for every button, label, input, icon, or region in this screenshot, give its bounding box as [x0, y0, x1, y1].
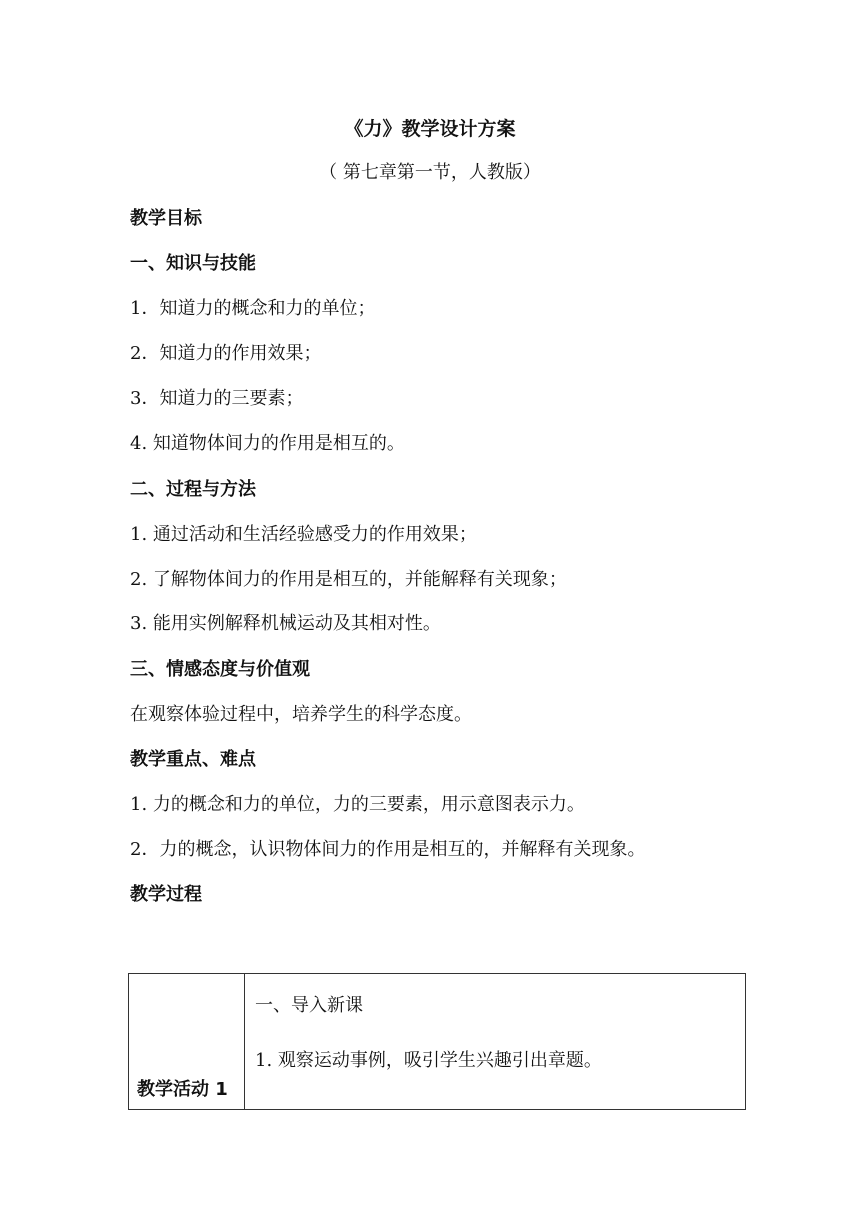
list-item: 2．力的概念，认识物体间力的作用是相互的，并解释有关现象。 [130, 839, 646, 860]
activity-label-cell [129, 974, 245, 1110]
paragraph: 在观察体验过程中，培养学生的科学态度。 [130, 704, 472, 725]
list-item: 2. 了解物体间力的作用是相互的，并能解释有关现象； [130, 569, 567, 590]
list-item: 2．知道力的作用效果； [130, 343, 322, 364]
subheading-process-method: 二、过程与方法 [130, 479, 256, 500]
activity-step: 1. 观察运动事例，吸引学生兴趣引出章题。 [255, 1050, 602, 1071]
teaching-activity-table [128, 973, 746, 1110]
list-item: 3. 能用实例解释机械运动及其相对性。 [130, 613, 441, 634]
list-item: 3．知道力的三要素； [130, 388, 304, 409]
list-item: 1. 通过活动和生活经验感受力的作用效果； [130, 524, 477, 545]
document-subtitle: （ 第七章第一节，人教版） [319, 162, 541, 183]
list-item: 1．知道力的概念和力的单位； [130, 298, 376, 319]
section-heading-objectives: 教学目标 [130, 208, 202, 229]
list-item: 1. 力的概念和力的单位，力的三要素，用示意图表示力。 [130, 794, 585, 815]
activity-content-cell [245, 974, 746, 1110]
activity-heading: 一、导入新课 [255, 995, 363, 1016]
subheading-attitude-values: 三、情感态度与价值观 [130, 659, 310, 680]
list-item: 4. 知道物体间力的作用是相互的。 [130, 433, 405, 454]
document-title: 《力》教学设计方案 [344, 118, 516, 140]
table-row [129, 974, 746, 1110]
section-heading-process: 教学过程 [130, 884, 202, 905]
section-heading-key-points: 教学重点、难点 [130, 749, 256, 770]
subheading-knowledge-skills: 一、知识与技能 [130, 253, 256, 274]
activity-label: 教学活动 1 [137, 1079, 228, 1100]
